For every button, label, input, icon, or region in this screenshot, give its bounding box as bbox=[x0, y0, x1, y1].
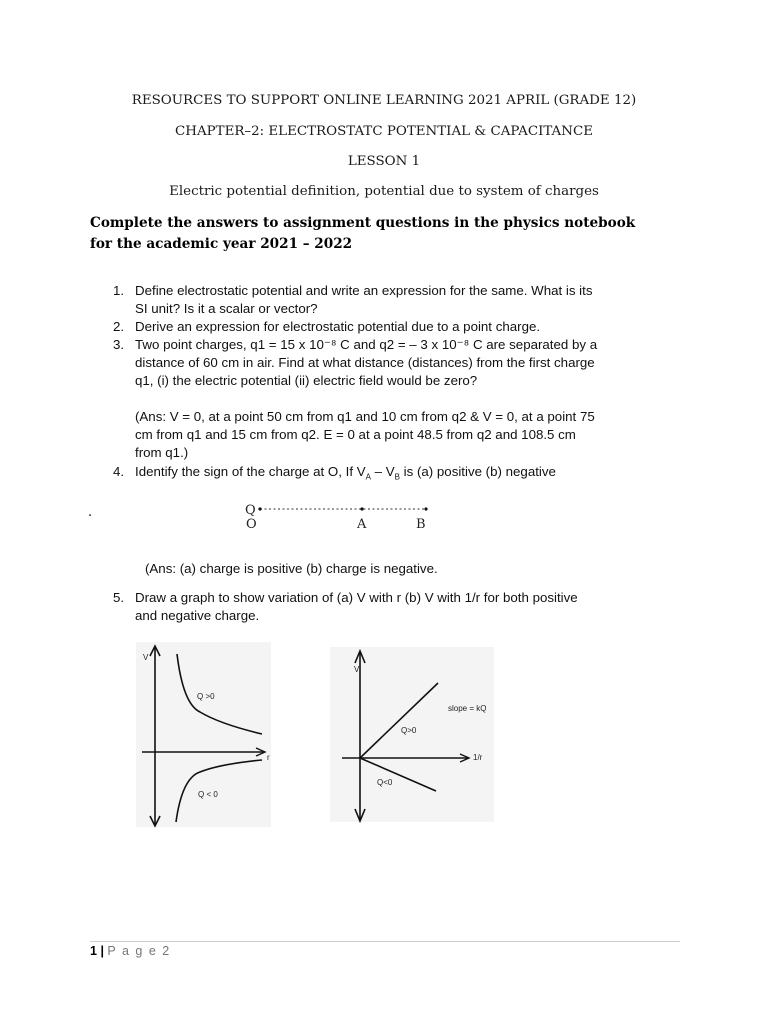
page-footer bbox=[90, 944, 171, 958]
answer-line: cm from q1 and 15 cm from q2. E = 0 at a point 48.5 from q2 and 108.5 cm bbox=[135, 427, 576, 442]
slope-label: slope = kQ bbox=[448, 704, 487, 713]
question-text-line: and negative charge. bbox=[135, 608, 260, 623]
positive-charge-label: Q>0 bbox=[401, 726, 417, 735]
lesson-title: LESSON 1 bbox=[347, 154, 421, 169]
charge-line-diagram bbox=[240, 495, 440, 535]
negative-charge-label: Q<0 bbox=[377, 778, 393, 787]
answer-3 bbox=[135, 408, 695, 462]
point-a-label: A bbox=[357, 517, 367, 532]
answer-line: (Ans: V = 0, at a point 50 cm from q1 and 10 cm from q2 & V = 0, at a point 75 bbox=[135, 409, 595, 424]
positive-charge-curve bbox=[177, 654, 262, 734]
question-text-line: Define electrostatic potential and write an expression for the same. What is its bbox=[135, 283, 593, 298]
page-label: P a g e 2 bbox=[107, 944, 171, 958]
graph-v-vs-inv-r bbox=[330, 647, 500, 827]
question-text-line: Two point charges, q1 = 15 x 10⁻⁸ C and q2 = – 3 x 10⁻⁸ C are separated by a bbox=[135, 337, 598, 352]
v-axis-label: V bbox=[354, 665, 360, 674]
q4-text-b: – V bbox=[370, 464, 395, 479]
page-number: 1 bbox=[90, 944, 97, 958]
point-b-label: B bbox=[416, 517, 426, 532]
q4-text-c: is (a) positive (b) negative bbox=[399, 464, 556, 479]
question-3 bbox=[113, 336, 693, 390]
positive-charge-label: Q >0 bbox=[197, 692, 215, 701]
negative-charge-curve bbox=[176, 760, 262, 822]
negative-charge-line bbox=[360, 758, 436, 791]
inv-r-axis-label: 1/r bbox=[473, 753, 483, 762]
lesson-subtitle: Electric potential definition, potential due to system of charges bbox=[169, 184, 599, 199]
graph-v-vs-r bbox=[136, 642, 286, 832]
point-a-dot bbox=[360, 507, 363, 510]
question-5 bbox=[113, 589, 693, 625]
doc-heading-resources: RESOURCES TO SUPPORT ONLINE LEARNING 2021 APRIL (GRADE 12) bbox=[131, 93, 637, 108]
stray-dot: . bbox=[88, 505, 93, 520]
answer-4: (Ans: (a) charge is positive (b) charge is negative. bbox=[145, 561, 438, 576]
instruction-line-1: Complete the answers to assignment questions in the physics notebook bbox=[90, 215, 636, 231]
question-text-line: Derive an expression for electrostatic potential due to a point charge. bbox=[135, 319, 541, 334]
footer-separator: | bbox=[100, 944, 104, 958]
v-axis-label: V bbox=[143, 653, 149, 662]
chapter-title: CHAPTER–2: ELECTROSTATC POTENTIAL & CAPACITANCE bbox=[175, 124, 593, 139]
positive-charge-line bbox=[360, 683, 438, 758]
q4-sub-b: B bbox=[394, 472, 400, 482]
question-1 bbox=[113, 282, 693, 318]
charge-q-label: Q bbox=[245, 503, 256, 518]
question-number: 2. bbox=[113, 319, 125, 334]
question-text-line: q1, (i) the electric potential (ii) electric field would be zero? bbox=[135, 373, 478, 388]
question-2 bbox=[113, 318, 693, 336]
answer-line: from q1.) bbox=[135, 445, 189, 460]
negative-charge-label: Q < 0 bbox=[198, 790, 218, 799]
instruction-line-2: for the academic year 2021 – 2022 bbox=[90, 236, 353, 252]
question-4 bbox=[113, 463, 693, 481]
footer-divider bbox=[90, 941, 680, 942]
question-text-line bbox=[135, 463, 556, 487]
question-number: 5. bbox=[113, 590, 125, 605]
question-number: 3. bbox=[113, 337, 125, 352]
question-number: 4. bbox=[113, 464, 125, 479]
q4-sub-a: A bbox=[365, 472, 371, 482]
q4-text-a: Identify the sign of the charge at O, If V bbox=[135, 464, 366, 479]
point-b-dot bbox=[424, 507, 427, 510]
question-text-line: SI unit? Is it a scalar or vector? bbox=[135, 301, 318, 316]
point-o-label: O bbox=[246, 517, 257, 532]
point-o-dot bbox=[258, 507, 261, 510]
r-axis-label: r bbox=[267, 753, 270, 762]
question-number: 1. bbox=[113, 283, 125, 298]
question-text-line: distance of 60 cm in air. Find at what distance (distances) from the first charge bbox=[135, 355, 595, 370]
question-text-line: Draw a graph to show variation of (a) V with r (b) V with 1/r for both positive bbox=[135, 590, 578, 605]
